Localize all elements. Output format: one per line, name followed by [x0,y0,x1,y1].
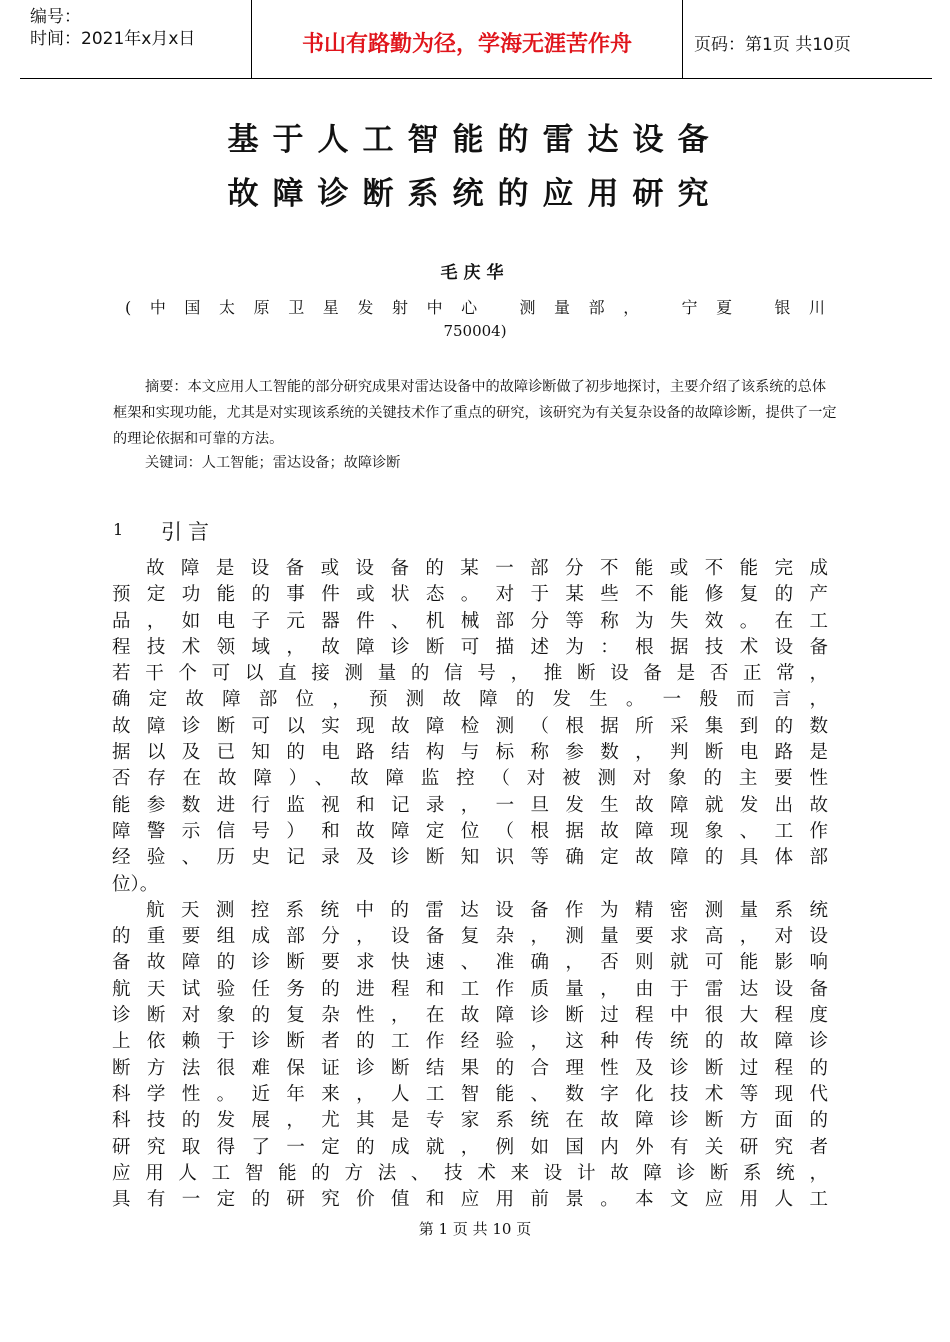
body-line: 诊断对象的复杂性，在故障诊断过程中很大程度 [112,1005,828,1027]
author-name: 毛庆华 [440,263,510,283]
body-line: 的重要组成部分，设备复杂，测量要求高，对设 [112,926,828,948]
body-line: 航天试验任务的进程和工作质量，由于雷达设备 [112,978,828,1000]
body-text [112,556,828,1213]
section-title: 引言 [161,520,215,544]
body-line: 断方法很难保证诊断结果的合理性及诊断过程的 [112,1057,828,1079]
body-line: 应用人工智能的方法、技术来设计故障诊断系统， [112,1162,828,1184]
body-line: 品，如电子元器件、机械部分等称为失效。在工 [112,610,828,632]
section-number: 1 [113,520,124,539]
title-line-2: 故障诊断系统的应用研究 [227,176,723,212]
body-line: 位）。 [112,873,159,895]
body-line: 备故障的诊断要求快速、准确，否则就可能影响 [112,952,828,974]
document-date: 时间：2021年x月x日 [30,29,196,49]
affiliation-line-2: 750004) [443,322,507,340]
abstract-label: 摘要： [145,379,188,395]
body-line: 科技的发展，尤其是专家系统在故障诊断方面的 [112,1110,828,1132]
page-footer: 第 1 页 共 10 页 [418,1220,532,1238]
body-line: 确定故障部位，预测故障的发生。一般而言， [112,689,828,711]
body-line: 障警示信号）和故障定位（根据故障现象、工作 [112,820,828,842]
affiliation-line-1: (中国太原卫星发射中心 测量部， 宁夏 银川 [125,298,825,317]
header-meta-cell [20,0,251,78]
body-line: 经验、历史记录及诊断知识等确定故障的具体部 [112,847,828,869]
keywords-text: 人工智能；雷达设备；故障诊断 [201,455,401,471]
body-line: 研究取得了一定的成就，例如国内外有关研究者 [112,1136,828,1158]
body-line: 程技术领域，故障诊断可描述为：根据技术设备 [112,636,828,658]
abstract [113,374,840,452]
header-motto: 书山有路勤为径，学海无涯苦作舟 [301,32,632,57]
header-page-cell [682,0,932,78]
body-line: 故障诊断可以实现故障检测（根据所采集到的数 [112,715,828,737]
abstract-text: 本文应用人工智能的部分研究成果对雷达设备中的故障诊断做了初步地探讨，主要介绍了该系统的总体框架和实现功能，尤其是对实现该系统的关键技术作了重点的研究，该研究为有关复杂设备的故障诊断，提供了一定的理论依据和可靠的方法。 [113,379,837,447]
body-line: 据以及已知的电路结构与标称参数，判断电路是 [112,742,828,764]
document-number-label: 编号： [30,7,81,27]
page-header [20,0,932,79]
keywords-label: 关键词： [145,455,202,471]
body-line: 否存在故障）、故障监控（对被测对象的主要性 [112,768,828,790]
header-motto-cell [251,0,683,78]
body-line: 航天测控系统中的雷达设备作为精密测量系统 [146,899,828,921]
body-line: 科学性。近年来，人工智能、数字化技术等现代 [112,1083,828,1105]
body-line: 故障是设备或设备的某一部分不能或不能完成 [146,558,828,579]
body-line: 具有一定的研究价值和应用前景。本文应用人工 [112,1189,828,1211]
body-line: 预定功能的事件或状态。对于某些不能修复的产 [112,584,828,606]
title-line-1: 基于人工智能的雷达设备 [227,122,723,158]
body-line: 能参数进行监视和记录，一旦发生故障就发出故 [112,794,828,816]
header-page-info: 页码：第1页 共10页 [694,35,851,55]
keywords [145,452,400,472]
body-line: 若干个可以直接测量的信号，推断设备是否正常， [112,663,828,685]
body-line: 上依赖于诊断者的工作经验，这种传统的故障诊 [112,1031,828,1053]
